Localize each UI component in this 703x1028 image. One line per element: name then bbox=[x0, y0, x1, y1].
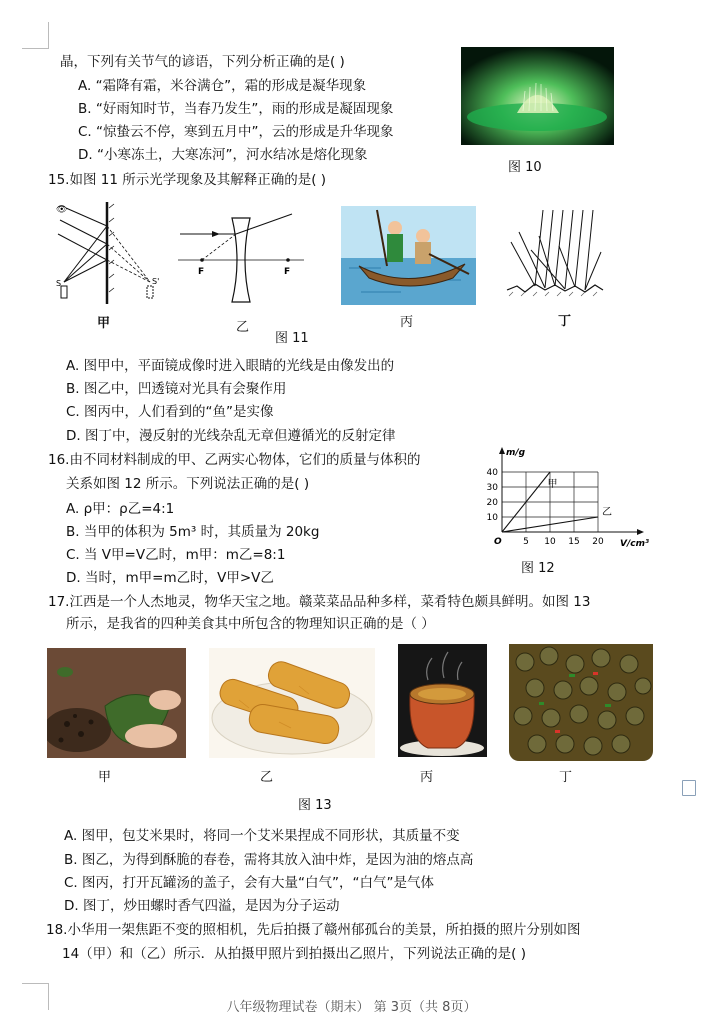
x-axis-label: V/cm³ bbox=[620, 539, 649, 549]
y-tick-label: 40 bbox=[486, 468, 498, 478]
figure-11-concave-lens-diagram bbox=[176, 210, 306, 310]
q15-stem: 15.如图 11 所示光学现象及其解释正确的是( ) bbox=[48, 172, 327, 188]
q17-option-a: A. 图甲，包艾米果时，将同一个艾米果捏成不同形状，其质量不变 bbox=[64, 828, 460, 844]
x-tick-label: 15 bbox=[568, 537, 580, 547]
document-side-icon[interactable] bbox=[682, 780, 696, 796]
x-tick-label: 10 bbox=[544, 537, 556, 547]
figure-13-label-bing: 丙 bbox=[420, 770, 434, 785]
y-tick-label: 10 bbox=[486, 513, 498, 523]
figure-13-spring-roll-photo bbox=[209, 648, 375, 758]
q16-stem-line2: 关系如图 12 所示。下列说法正确的是( ) bbox=[66, 476, 310, 492]
x-tick-label: 5 bbox=[523, 537, 529, 547]
q15-option-b: B. 图乙中，凹透镜对光具有会聚作用 bbox=[66, 381, 287, 397]
q15-option-d: D. 图丁中，漫反射的光线杂乱无章但遵循光的反射定律 bbox=[66, 428, 396, 444]
q17-option-d: D. 图丁，炒田螺时香气四溢，是因为分子运动 bbox=[64, 898, 340, 914]
page-footer: 八年级物理试卷（期末） 第 3页（共 8页） bbox=[226, 1000, 477, 1015]
point-s-prime-label: S' bbox=[152, 277, 160, 286]
series-label-yi: 乙 bbox=[602, 507, 612, 518]
figure-10-caption: 图 10 bbox=[508, 160, 542, 175]
figure-11-diffuse-reflection-diagram bbox=[505, 206, 605, 302]
q17-stem-line2: 所示，是我省的四种美食其中所包含的物理知识正确的是（ ） bbox=[66, 616, 435, 632]
focus-left-label: F bbox=[198, 267, 205, 277]
point-s-label: S bbox=[56, 279, 62, 288]
page-corner-mark-top bbox=[22, 22, 49, 49]
q16-option-c: C. 当 V甲=V乙时，m甲：m乙=8:1 bbox=[66, 547, 286, 563]
q18-stem-line2: 14（甲）和（乙）所示．从拍摄甲照片到拍摄出乙照片，下列说法正确的是( ) bbox=[62, 946, 527, 962]
x-axis-arrow bbox=[637, 529, 644, 535]
figure-13-label-ding: 丁 bbox=[559, 770, 573, 785]
figure-13-aimi-guo-photo bbox=[47, 648, 186, 758]
q14-stem: 晶，下列有关节气的谚语，下列分析正确的是( ) bbox=[60, 54, 345, 70]
q18-stem-line1: 18.小华用一架焦距不变的照相机，先后拍摄了赣州郁孤台的美景，所拍摄的照片分别如图 bbox=[46, 922, 581, 938]
series-label-jia: 甲 bbox=[547, 479, 558, 491]
svg-text:👁: 👁 bbox=[56, 205, 68, 215]
figure-11-caption: 图 11 bbox=[275, 331, 309, 346]
figure-13-label-jia: 甲 bbox=[98, 770, 112, 785]
figure-11-label-ding: 丁 bbox=[558, 314, 572, 329]
focus-right-label: F bbox=[284, 267, 291, 277]
figure-11-label-yi: 乙 bbox=[236, 320, 250, 335]
figure-10-frost-photo bbox=[461, 47, 614, 145]
figure-13-clay-pot-soup-photo bbox=[398, 644, 487, 757]
q14-option-a: A. “霜降有霜，米谷满仓”，霜的形成是凝华现象 bbox=[78, 78, 367, 94]
figure-11-label-jia: 甲 bbox=[97, 316, 111, 331]
figure-11-label-bing: 丙 bbox=[400, 315, 414, 330]
figure-12-caption: 图 12 bbox=[521, 561, 555, 576]
figure-13-label-yi: 乙 bbox=[260, 770, 274, 785]
y-axis-arrow bbox=[499, 447, 505, 454]
q16-option-d: D. 当时，m甲=m乙时，V甲>V乙 bbox=[66, 570, 274, 586]
q17-option-b: B. 图乙，为得到酥脆的春卷，需将其放入油中炸，是因为油的熔点高 bbox=[64, 852, 474, 868]
y-axis-label: m/g bbox=[506, 448, 526, 458]
x-tick-label: 20 bbox=[592, 537, 604, 547]
q15-option-a: A. 图甲中，平面镜成像时进入眼睛的光线是由像发出的 bbox=[66, 358, 395, 374]
figure-12-mass-volume-chart bbox=[478, 416, 658, 554]
q16-stem-line1: 16.由不同材料制成的甲、乙两实心物体，它们的质量与体积的 bbox=[48, 452, 421, 468]
figure-11-plane-mirror-diagram bbox=[52, 198, 162, 310]
q14-option-b: B. “好雨知时节，当春乃发生”，雨的形成是凝固现象 bbox=[78, 101, 394, 117]
y-tick-label: 30 bbox=[486, 483, 498, 493]
q15-option-c: C. 图丙中，人们看到的“鱼”是实像 bbox=[66, 404, 274, 420]
q14-option-c: C. “惊蛰云不停，寒到五月中”，云的形成是升华现象 bbox=[78, 124, 394, 140]
q16-option-b: B. 当甲的体积为 5m³ 时，其质量为 20kg bbox=[66, 524, 320, 540]
figure-13-fried-snails-photo bbox=[509, 644, 653, 761]
q14-option-d: D. “小寒冻土，大寒冻河”，河水结冰是熔化现象 bbox=[78, 147, 368, 163]
q17-option-c: C. 图丙，打开瓦罐汤的盖子，会有大量“白气”，“白气”是气体 bbox=[64, 875, 434, 891]
origin-label: O bbox=[494, 537, 502, 547]
q17-stem-line1: 17.江西是一个人杰地灵，物华天宝之地。赣菜菜品品种多样，菜肴特色颇具鲜明。如图 13 bbox=[48, 594, 591, 610]
y-tick-label: 20 bbox=[486, 498, 498, 508]
q16-option-a: A. ρ甲：ρ乙=4:1 bbox=[66, 501, 175, 517]
figure-13-caption: 图 13 bbox=[298, 798, 332, 813]
figure-11-fishing-boat-picture bbox=[341, 206, 476, 305]
